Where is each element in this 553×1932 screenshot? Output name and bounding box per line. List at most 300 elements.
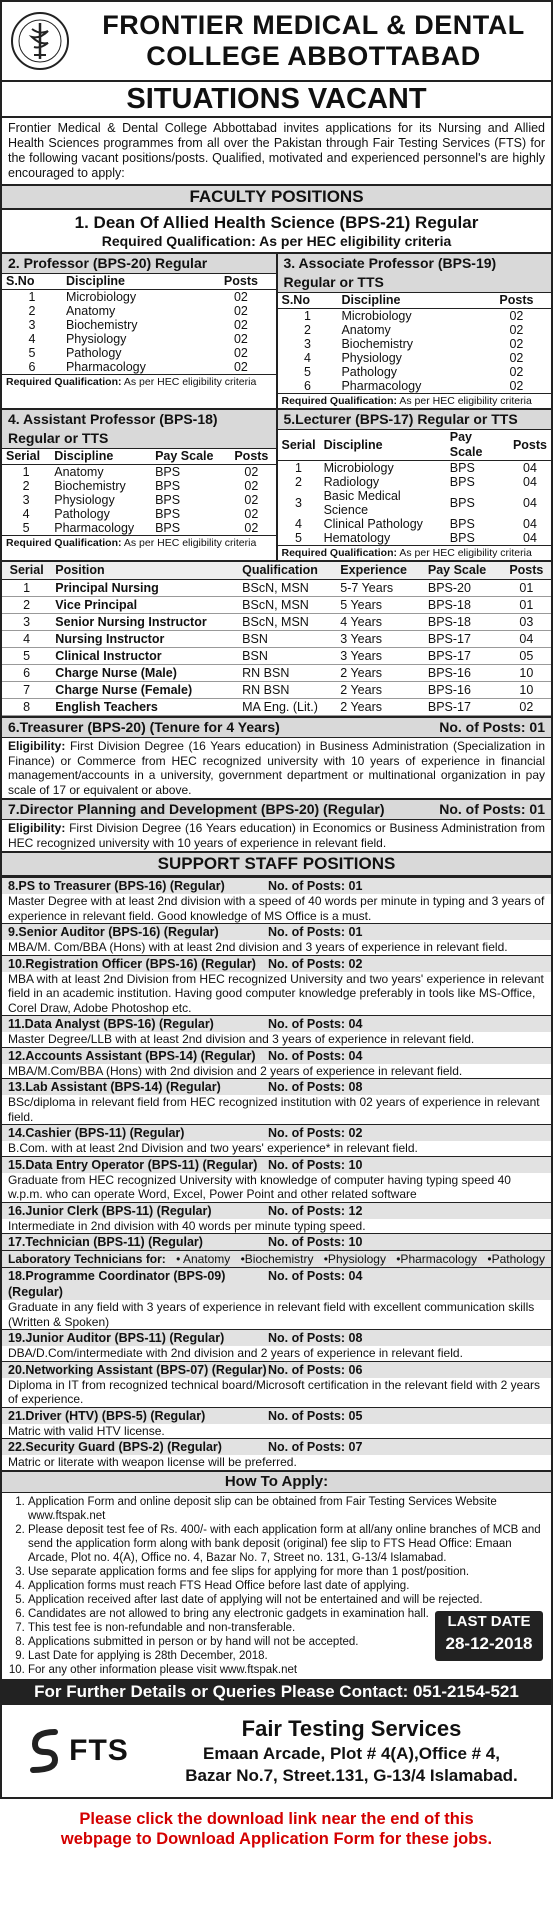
req-text: As per HEC eligibility criteria xyxy=(123,376,257,388)
position-title: 9.Senior Auditor (BPS-16) (Regular) xyxy=(8,925,219,939)
table-cell: 5 xyxy=(304,365,311,379)
table-cell: 05 xyxy=(502,648,551,665)
table-cell: 4 xyxy=(2,631,51,648)
table-row xyxy=(2,479,276,493)
table-row xyxy=(278,531,552,545)
table-row xyxy=(2,580,551,597)
table-cell: BPS xyxy=(155,465,181,479)
how-to-apply-step: 2. Please deposit test fee of Rs. 400/- with each application form at all/any online branches of MCB and send the application form along with bank deposit (original) fee slip to FTS Head Office: Emaan Arcade, Plot no. 4(A), Office no. 4, Bazar No. 7, Street no. 131, G-13/4 Islamabad. xyxy=(28,1523,545,1565)
director-title-bar xyxy=(2,798,551,820)
table-cell: 4 xyxy=(295,517,302,531)
table-cell: 2 xyxy=(22,479,30,493)
table-cell: Anatomy xyxy=(65,304,116,318)
professor-associate-row xyxy=(2,254,551,410)
table-cell: Hematology xyxy=(323,531,391,545)
table-cell: BPS xyxy=(155,493,181,507)
table-cell: BPS xyxy=(449,517,475,531)
col-serial: Serial xyxy=(2,449,50,465)
director-posts: No. of Posts: 01 xyxy=(439,801,545,817)
table-row xyxy=(2,346,276,360)
col-sno: S.No xyxy=(2,274,62,290)
table-row xyxy=(278,365,552,379)
table-cell: Clinical Instructor xyxy=(51,648,238,665)
table-cell: 04 xyxy=(523,475,537,489)
dean-title: 1. Dean Of Allied Health Science (BPS-21) Regular xyxy=(74,213,479,232)
treasurer-eligibility xyxy=(2,738,551,798)
table-cell: 02 xyxy=(233,304,248,318)
table-cell: 02 xyxy=(233,360,248,374)
support-position xyxy=(2,955,551,1016)
lecturer-table xyxy=(278,430,552,545)
position-description: Master Degree/LLB with at least 2nd division and 3 years of experience in relevant field. xyxy=(8,1032,475,1046)
table-cell: Pathology xyxy=(54,507,110,521)
table-cell: 5 xyxy=(2,648,51,665)
faculty-positions-heading: FACULTY POSITIONS xyxy=(2,184,551,210)
table-cell: Radiology xyxy=(323,475,380,489)
assistant-section xyxy=(2,410,276,560)
table-row xyxy=(278,351,552,365)
table-cell: 02 xyxy=(509,323,524,337)
table-cell: 02 xyxy=(233,332,248,346)
table-cell: Biochemistry xyxy=(341,337,413,351)
position-posts: No. of Posts: 04 xyxy=(268,1269,363,1283)
table-row xyxy=(2,648,551,665)
lab-item: •Physiology xyxy=(323,1252,386,1266)
lab-item: •Pathology xyxy=(487,1252,545,1266)
table-row xyxy=(2,360,276,374)
fts-logo xyxy=(2,1726,152,1776)
table-cell: Clinical Pathology xyxy=(323,517,423,531)
table-cell: 02 xyxy=(233,290,248,304)
table-cell: 3 xyxy=(295,496,302,510)
fts-logo-text: FTS xyxy=(69,1733,129,1767)
support-position-header xyxy=(2,1048,551,1064)
assistant-title: 4. Assistant Professor (BPS-18) Regular or TTS xyxy=(2,410,276,449)
table-cell: 4 xyxy=(22,507,30,521)
position-posts: No. of Posts: 08 xyxy=(268,1331,363,1345)
treasurer-title: 6.Treasurer (BPS-20) (Tenure for 4 Years) xyxy=(8,719,280,735)
table-cell: Physiology xyxy=(54,493,115,507)
table-cell: 5 xyxy=(28,346,36,360)
director-eligibility xyxy=(2,820,551,851)
fts-footer xyxy=(2,1705,551,1797)
table-cell: BPS xyxy=(449,531,475,545)
position-description: Graduate from HEC recognized University with knowledge of computer having typing speed 40 w.p.m. who can operate Word, Excel, Power Point and other related software xyxy=(8,1172,511,1201)
associate-section xyxy=(276,254,552,408)
table-row xyxy=(2,665,551,682)
support-position-header xyxy=(2,878,551,894)
table-cell: Principal Nursing xyxy=(51,580,238,597)
support-position-header xyxy=(2,1408,551,1424)
assistant-lecturer-row xyxy=(2,410,551,562)
nursing-table xyxy=(2,562,551,716)
col-serial: Serial xyxy=(2,562,51,580)
how-to-apply-step: 10. For any other information please visit www.ftspak.net xyxy=(28,1663,545,1677)
table-cell: BPS-16 xyxy=(424,665,502,682)
position-posts: No. of Posts: 01 xyxy=(268,925,363,939)
treasurer-title-bar xyxy=(2,716,551,738)
position-posts: No. of Posts: 04 xyxy=(268,1048,363,1063)
support-position xyxy=(2,1407,551,1439)
table-row xyxy=(2,631,551,648)
table-cell: BPS xyxy=(449,496,475,510)
table-cell: Pathology xyxy=(341,365,398,379)
table-cell: 2 Years xyxy=(336,682,424,699)
req-text: As per HEC eligibility criteria xyxy=(399,547,532,559)
fts-emblem-icon xyxy=(25,1726,63,1776)
treasurer-posts: No. of Posts: 01 xyxy=(439,719,545,735)
col-serial: Serial xyxy=(278,430,320,461)
lecturer-requirement xyxy=(278,545,552,560)
lecturer-section xyxy=(276,410,552,560)
position-description: Intermediate in 2nd division with 40 words per minute typing speed. xyxy=(8,1218,366,1233)
table-cell: 5 Years xyxy=(336,597,424,614)
table-cell: 6 xyxy=(28,360,36,374)
table-row xyxy=(2,493,276,507)
table-row xyxy=(2,699,551,716)
table-cell: Biochemistry xyxy=(54,479,126,493)
lecturer-title: 5.Lecturer (BPS-17) Regular or TTS xyxy=(278,410,552,430)
professor-section xyxy=(2,254,276,408)
table-cell: 04 xyxy=(502,631,551,648)
table-cell: 02 xyxy=(244,493,259,507)
table-row xyxy=(2,682,551,699)
position-description: BSc/diploma in relevant field from HEC recognized institution with 02 years of experience in relevant field. xyxy=(8,1095,540,1124)
table-row xyxy=(278,475,552,489)
support-position-header xyxy=(2,1203,551,1219)
support-position-header xyxy=(2,1330,551,1346)
table-cell: BScN, MSN xyxy=(238,614,336,631)
support-position-header xyxy=(2,1268,551,1300)
table-cell: 2 Years xyxy=(336,699,424,716)
col-experience: Experience xyxy=(336,562,424,580)
table-cell: 8 xyxy=(2,699,51,716)
position-posts: No. of Posts: 01 xyxy=(268,879,363,893)
how-to-apply-step: 4. Application forms must reach FTS Head Office before last date of applying. xyxy=(28,1579,545,1593)
table-cell: 02 xyxy=(233,346,248,360)
support-position xyxy=(2,1015,551,1047)
table-row xyxy=(2,614,551,631)
download-note-line-1: Please click the download link near the end of this xyxy=(79,1809,474,1828)
position-posts: No. of Posts: 10 xyxy=(268,1235,363,1249)
support-position-header xyxy=(2,1439,551,1455)
support-position-header xyxy=(2,1362,551,1378)
last-date-badge xyxy=(435,1611,543,1661)
fts-info xyxy=(152,1715,551,1787)
table-row xyxy=(2,332,276,346)
how-to-apply-heading: How To Apply: xyxy=(2,1470,551,1493)
table-cell: Pathology xyxy=(65,346,122,360)
table-cell: Charge Nurse (Female) xyxy=(51,682,238,699)
support-position xyxy=(2,1233,551,1250)
col-posts: Posts xyxy=(482,293,551,309)
table-cell: BPS xyxy=(449,475,475,489)
col-sno: S.No xyxy=(278,293,338,309)
position-description: Matric or literate with weapon license will be preferred. xyxy=(8,1455,297,1469)
position-description: B.Com. with at least 2nd Division and two years' experience* in relevant field. xyxy=(8,1141,418,1155)
table-cell: RN BSN xyxy=(238,665,336,682)
professor-table xyxy=(2,274,276,374)
position-description: Master Degree with at least 2nd division with a speed of 40 words per minute in typing and 3 years of experience in relevant field. Good knowledge of MS Office is a must. xyxy=(8,894,545,923)
dean-section xyxy=(2,210,551,254)
how-to-apply-step: 6. Candidates are not allowed to bring any electronic gadgets in examination hall. xyxy=(28,1607,545,1621)
table-row xyxy=(2,290,276,305)
table-cell: 01 xyxy=(502,597,551,614)
position-posts: No. of Posts: 12 xyxy=(268,1203,363,1218)
table-cell: 10 xyxy=(502,682,551,699)
table-cell: 02 xyxy=(502,699,551,716)
table-cell: 4 xyxy=(304,351,311,365)
table-cell: 5 xyxy=(295,531,302,545)
support-position xyxy=(2,1438,551,1470)
req-text: As per HEC eligibility criteria xyxy=(123,537,257,549)
col-posts: Posts xyxy=(227,449,275,465)
table-cell: 3 xyxy=(304,337,311,351)
col-discipline: Discipline xyxy=(62,274,206,290)
position-title: 14.Cashier (BPS-11) (Regular) xyxy=(8,1126,185,1140)
fts-address-2: Bazar No.7, Street.131, G-13/4 Islamabad. xyxy=(185,1765,518,1785)
col-discipline: Discipline xyxy=(337,293,481,309)
position-posts: No. of Posts: 05 xyxy=(268,1408,363,1423)
support-position xyxy=(2,1202,551,1234)
table-cell: Vice Principal xyxy=(51,597,238,614)
table-cell: BPS-17 xyxy=(424,699,502,716)
req-label: Required Qualification: xyxy=(281,547,398,559)
elig-text: First Division Degree (16 Years education) in Economics or Business Administration from HEC recognized university with 10 years of experience in relevant field. xyxy=(8,821,545,850)
table-cell: BScN, MSN xyxy=(238,580,336,597)
table-row xyxy=(2,521,276,535)
col-discipline: Discipline xyxy=(320,430,446,461)
position-description: Matric with valid HTV license. xyxy=(8,1423,165,1438)
table-cell: BPS-20 xyxy=(424,580,502,597)
table-cell: Pharmacology xyxy=(54,521,135,535)
table-cell: 02 xyxy=(233,318,248,332)
req-label: Required Qualification: xyxy=(6,537,122,549)
table-cell: 02 xyxy=(509,365,524,379)
table-cell: Nursing Instructor xyxy=(51,631,238,648)
associate-requirement xyxy=(278,393,552,408)
table-cell: Anatomy xyxy=(341,323,391,337)
table-cell: 4 xyxy=(28,332,36,346)
table-row xyxy=(278,323,552,337)
table-cell: 02 xyxy=(509,351,524,365)
how-to-apply-step: 7. This test fee is non-refundable and non-transferable. xyxy=(28,1621,545,1635)
support-position xyxy=(2,1361,551,1407)
support-position-header xyxy=(2,1234,551,1250)
associate-table xyxy=(278,293,552,393)
table-cell: Microbiology xyxy=(341,309,412,323)
table-cell: BPS-16 xyxy=(424,682,502,699)
table-row xyxy=(2,465,276,480)
table-cell: BPS-17 xyxy=(424,631,502,648)
col-posts: Posts xyxy=(509,430,551,461)
col-payscale: Pay Scale xyxy=(151,449,227,465)
support-position-header xyxy=(2,1079,551,1095)
position-description: DBA/D.Com/intermediate with 2nd division and 2 years of experience in relevant field. xyxy=(8,1346,463,1360)
table-cell: 2 xyxy=(28,304,36,318)
situations-vacant-heading: SITUATIONS VACANT xyxy=(2,82,551,118)
col-posts: Posts xyxy=(502,562,551,580)
table-cell: 02 xyxy=(509,379,524,393)
support-position-header xyxy=(2,1157,551,1173)
last-date-label: LAST DATE xyxy=(447,1612,531,1630)
support-position-header xyxy=(2,956,551,972)
table-cell: Microbiology xyxy=(323,461,394,475)
table-cell: Pharmacology xyxy=(65,360,146,374)
table-cell: 5 xyxy=(22,521,30,535)
how-to-apply-step: 3. Use separate application forms and fee slips for applying for more than 1 post/position. xyxy=(28,1565,545,1579)
support-position-header xyxy=(2,924,551,940)
table-cell: 5-7 Years xyxy=(336,580,424,597)
support-position xyxy=(2,877,551,923)
position-title: 19.Junior Auditor (BPS-11) (Regular) xyxy=(8,1331,225,1345)
how-to-apply-step: 8. Applications submitted in person or by hand will not be accepted. xyxy=(28,1635,545,1649)
table-cell: 02 xyxy=(244,465,259,479)
table-cell: English Teachers xyxy=(51,699,238,716)
table-cell: 03 xyxy=(502,614,551,631)
table-row xyxy=(2,304,276,318)
table-cell: 6 xyxy=(304,379,311,393)
table-row xyxy=(278,517,552,531)
associate-title: 3. Associate Professor (BPS-19) Regular or TTS xyxy=(278,254,552,293)
download-note xyxy=(0,1799,553,1849)
position-title: 21.Driver (HTV) (BPS-5) (Regular) xyxy=(8,1408,206,1423)
table-row xyxy=(278,379,552,393)
position-title: 15.Data Entry Operator (BPS-11) (Regular) xyxy=(8,1157,258,1172)
elig-label: Eligibility: xyxy=(8,821,66,835)
table-cell: 1 xyxy=(295,461,302,475)
contact-bar: For Further Details or Queries Please Contact: 051-2154-521 xyxy=(2,1679,551,1705)
table-cell: 01 xyxy=(502,580,551,597)
table-cell: 02 xyxy=(509,309,524,323)
support-staff-heading: SUPPORT STAFF POSITIONS xyxy=(2,851,551,877)
lab-item: • Anatomy xyxy=(176,1252,231,1266)
support-position-header xyxy=(2,1125,551,1141)
header xyxy=(2,2,551,82)
support-position xyxy=(2,1156,551,1202)
position-title: 12.Accounts Assistant (BPS-14) (Regular) xyxy=(8,1048,256,1063)
table-cell: 3 Years xyxy=(336,648,424,665)
table-cell: 4 Years xyxy=(336,614,424,631)
position-description: Graduate in any field with 3 years of experience in relevant field with excellent communication skills (Written & Spoken) xyxy=(8,1300,535,1329)
position-description: MBA with at least 2nd Division from HEC recognized University and two years' experience in relevant field in an academic institution. Having good computer knowledge preferably in tools like MS-Office, Corel Draw, Adobe Photoshop etc. xyxy=(8,971,544,1015)
table-cell: BPS xyxy=(155,479,181,493)
table-cell: Basic Medical Science xyxy=(323,489,401,517)
table-cell: BPS-18 xyxy=(424,597,502,614)
table-cell: 3 xyxy=(2,614,51,631)
table-cell: BPS-18 xyxy=(424,614,502,631)
support-position xyxy=(2,923,551,955)
table-row xyxy=(278,489,552,517)
fts-address-1: Emaan Arcade, Plot # 4(A),Office # 4, xyxy=(203,1743,500,1763)
how-to-apply-step: 9. Last Date for applying is 28th December, 2018. xyxy=(28,1649,545,1663)
table-cell: Microbiology xyxy=(65,290,137,304)
position-posts: No. of Posts: 06 xyxy=(268,1362,363,1377)
col-posts: Posts xyxy=(206,274,275,290)
table-cell: 1 xyxy=(22,465,30,479)
table-row xyxy=(2,597,551,614)
position-title: 20.Networking Assistant (BPS-07) (Regular) xyxy=(8,1362,267,1377)
how-to-apply-step: 1. Application Form and online deposit slip can be obtained from Fair Testing Services Website www.ftspak.net xyxy=(28,1495,545,1523)
table-cell: 1 xyxy=(28,290,36,304)
download-note-line-2: webpage to Download Application Form for these jobs. xyxy=(60,1829,493,1848)
table-cell: 02 xyxy=(244,507,259,521)
how-to-apply-step: 5. Application received after last date of applying will not be entertained and will be rejected. xyxy=(28,1593,545,1607)
table-cell: 6 xyxy=(2,665,51,682)
table-cell: 04 xyxy=(523,461,537,475)
assistant-table xyxy=(2,449,276,535)
table-cell: 04 xyxy=(523,531,537,545)
position-description: MBA/M. Com/BBA (Hons) with at least 2nd division and 3 years of experience in relevant field. xyxy=(8,940,508,954)
college-title xyxy=(76,10,551,72)
lab-technicians-row xyxy=(2,1250,551,1267)
col-payscale: Pay Scale xyxy=(446,430,509,461)
position-title: 11.Data Analyst (BPS-16) (Regular) xyxy=(8,1017,214,1031)
support-list xyxy=(2,877,551,1250)
position-title: 10.Registration Officer (BPS-16) (Regular) xyxy=(8,956,256,971)
position-posts: No. of Posts: 10 xyxy=(268,1157,363,1172)
table-cell: 3 xyxy=(28,318,36,332)
college-emblem-icon xyxy=(10,11,70,71)
table-cell: BPS xyxy=(449,461,475,475)
intro-paragraph: Frontier Medical & Dental College Abbottabad invites applications for its Nursing and Allied Health Sciences programmes from all over the Pakistan through Fair Testing Services (FTS) for the following vacant positions/posts. Qualified, motivated and experienced personnel's are highly encouraged to apply: xyxy=(8,121,545,180)
support-position xyxy=(2,1124,551,1156)
position-title: 18.Programme Coordinator (BPS-09) (Regular) xyxy=(8,1269,226,1299)
col-position: Position xyxy=(51,562,238,580)
table-cell: Pharmacology xyxy=(341,379,422,393)
how-to-apply-section xyxy=(2,1493,551,1679)
position-title: 8.PS to Treasurer (BPS-16) (Regular) xyxy=(8,879,225,893)
last-date-value: 28-12-2018 xyxy=(445,1633,533,1653)
table-cell: Biochemistry xyxy=(65,318,138,332)
fts-name: Fair Testing Services xyxy=(241,1715,462,1741)
table-cell: BPS xyxy=(155,507,181,521)
table-cell: 02 xyxy=(244,479,259,493)
table-cell: 2 Years xyxy=(336,665,424,682)
table-cell: 02 xyxy=(509,337,524,351)
table-cell: Senior Nursing Instructor xyxy=(51,614,238,631)
table-cell: Physiology xyxy=(65,332,127,346)
col-discipline: Discipline xyxy=(50,449,151,465)
table-cell: 04 xyxy=(523,496,537,510)
table-cell: 3 xyxy=(22,493,30,507)
position-posts: No. of Posts: 04 xyxy=(268,1017,363,1031)
table-cell: Physiology xyxy=(341,351,402,365)
req-label: Required Qualification: xyxy=(6,376,122,388)
position-description: Diploma in IT from recognized technical board/Microsoft certification in the relevant field with 2 years of experience. xyxy=(8,1377,541,1406)
req-label: Required Qualification: xyxy=(281,395,398,407)
elig-label: Eligibility: xyxy=(8,739,66,753)
position-description: MBA/M.Com/BBA (Hons) with 2nd division and 2 years of experience in relevant field. xyxy=(8,1063,463,1078)
col-qualification: Qualification xyxy=(238,562,336,580)
table-cell: BPS xyxy=(155,521,181,535)
position-title: 22.Security Guard (BPS-2) (Regular) xyxy=(8,1440,222,1454)
table-cell: RN BSN xyxy=(238,682,336,699)
lab-item: •Biochemistry xyxy=(240,1252,314,1266)
title-line-1: FRONTIER MEDICAL & DENTAL xyxy=(102,10,525,40)
table-cell: 1 xyxy=(304,309,311,323)
table-row xyxy=(2,507,276,521)
elig-text: First Division Degree (16 Years education) in Business Administration (Specialization in Finance) or Commerce from HEC recognized university with 10 years of experience in financial management/accounts in a university, government department or multinational organization in pay scale of 17 or equivalent or above. xyxy=(8,739,545,797)
table-row xyxy=(2,318,276,332)
table-row xyxy=(278,461,552,476)
position-title: 16.Junior Clerk (BPS-11) (Regular) xyxy=(8,1203,212,1218)
dean-qualification: Required Qualification: As per HEC eligibility criteria xyxy=(101,233,452,249)
table-cell: Anatomy xyxy=(54,465,104,479)
position-posts: No. of Posts: 07 xyxy=(268,1440,363,1454)
table-row xyxy=(278,309,552,324)
title-line-2: COLLEGE ABBOTTABAD xyxy=(146,41,481,71)
